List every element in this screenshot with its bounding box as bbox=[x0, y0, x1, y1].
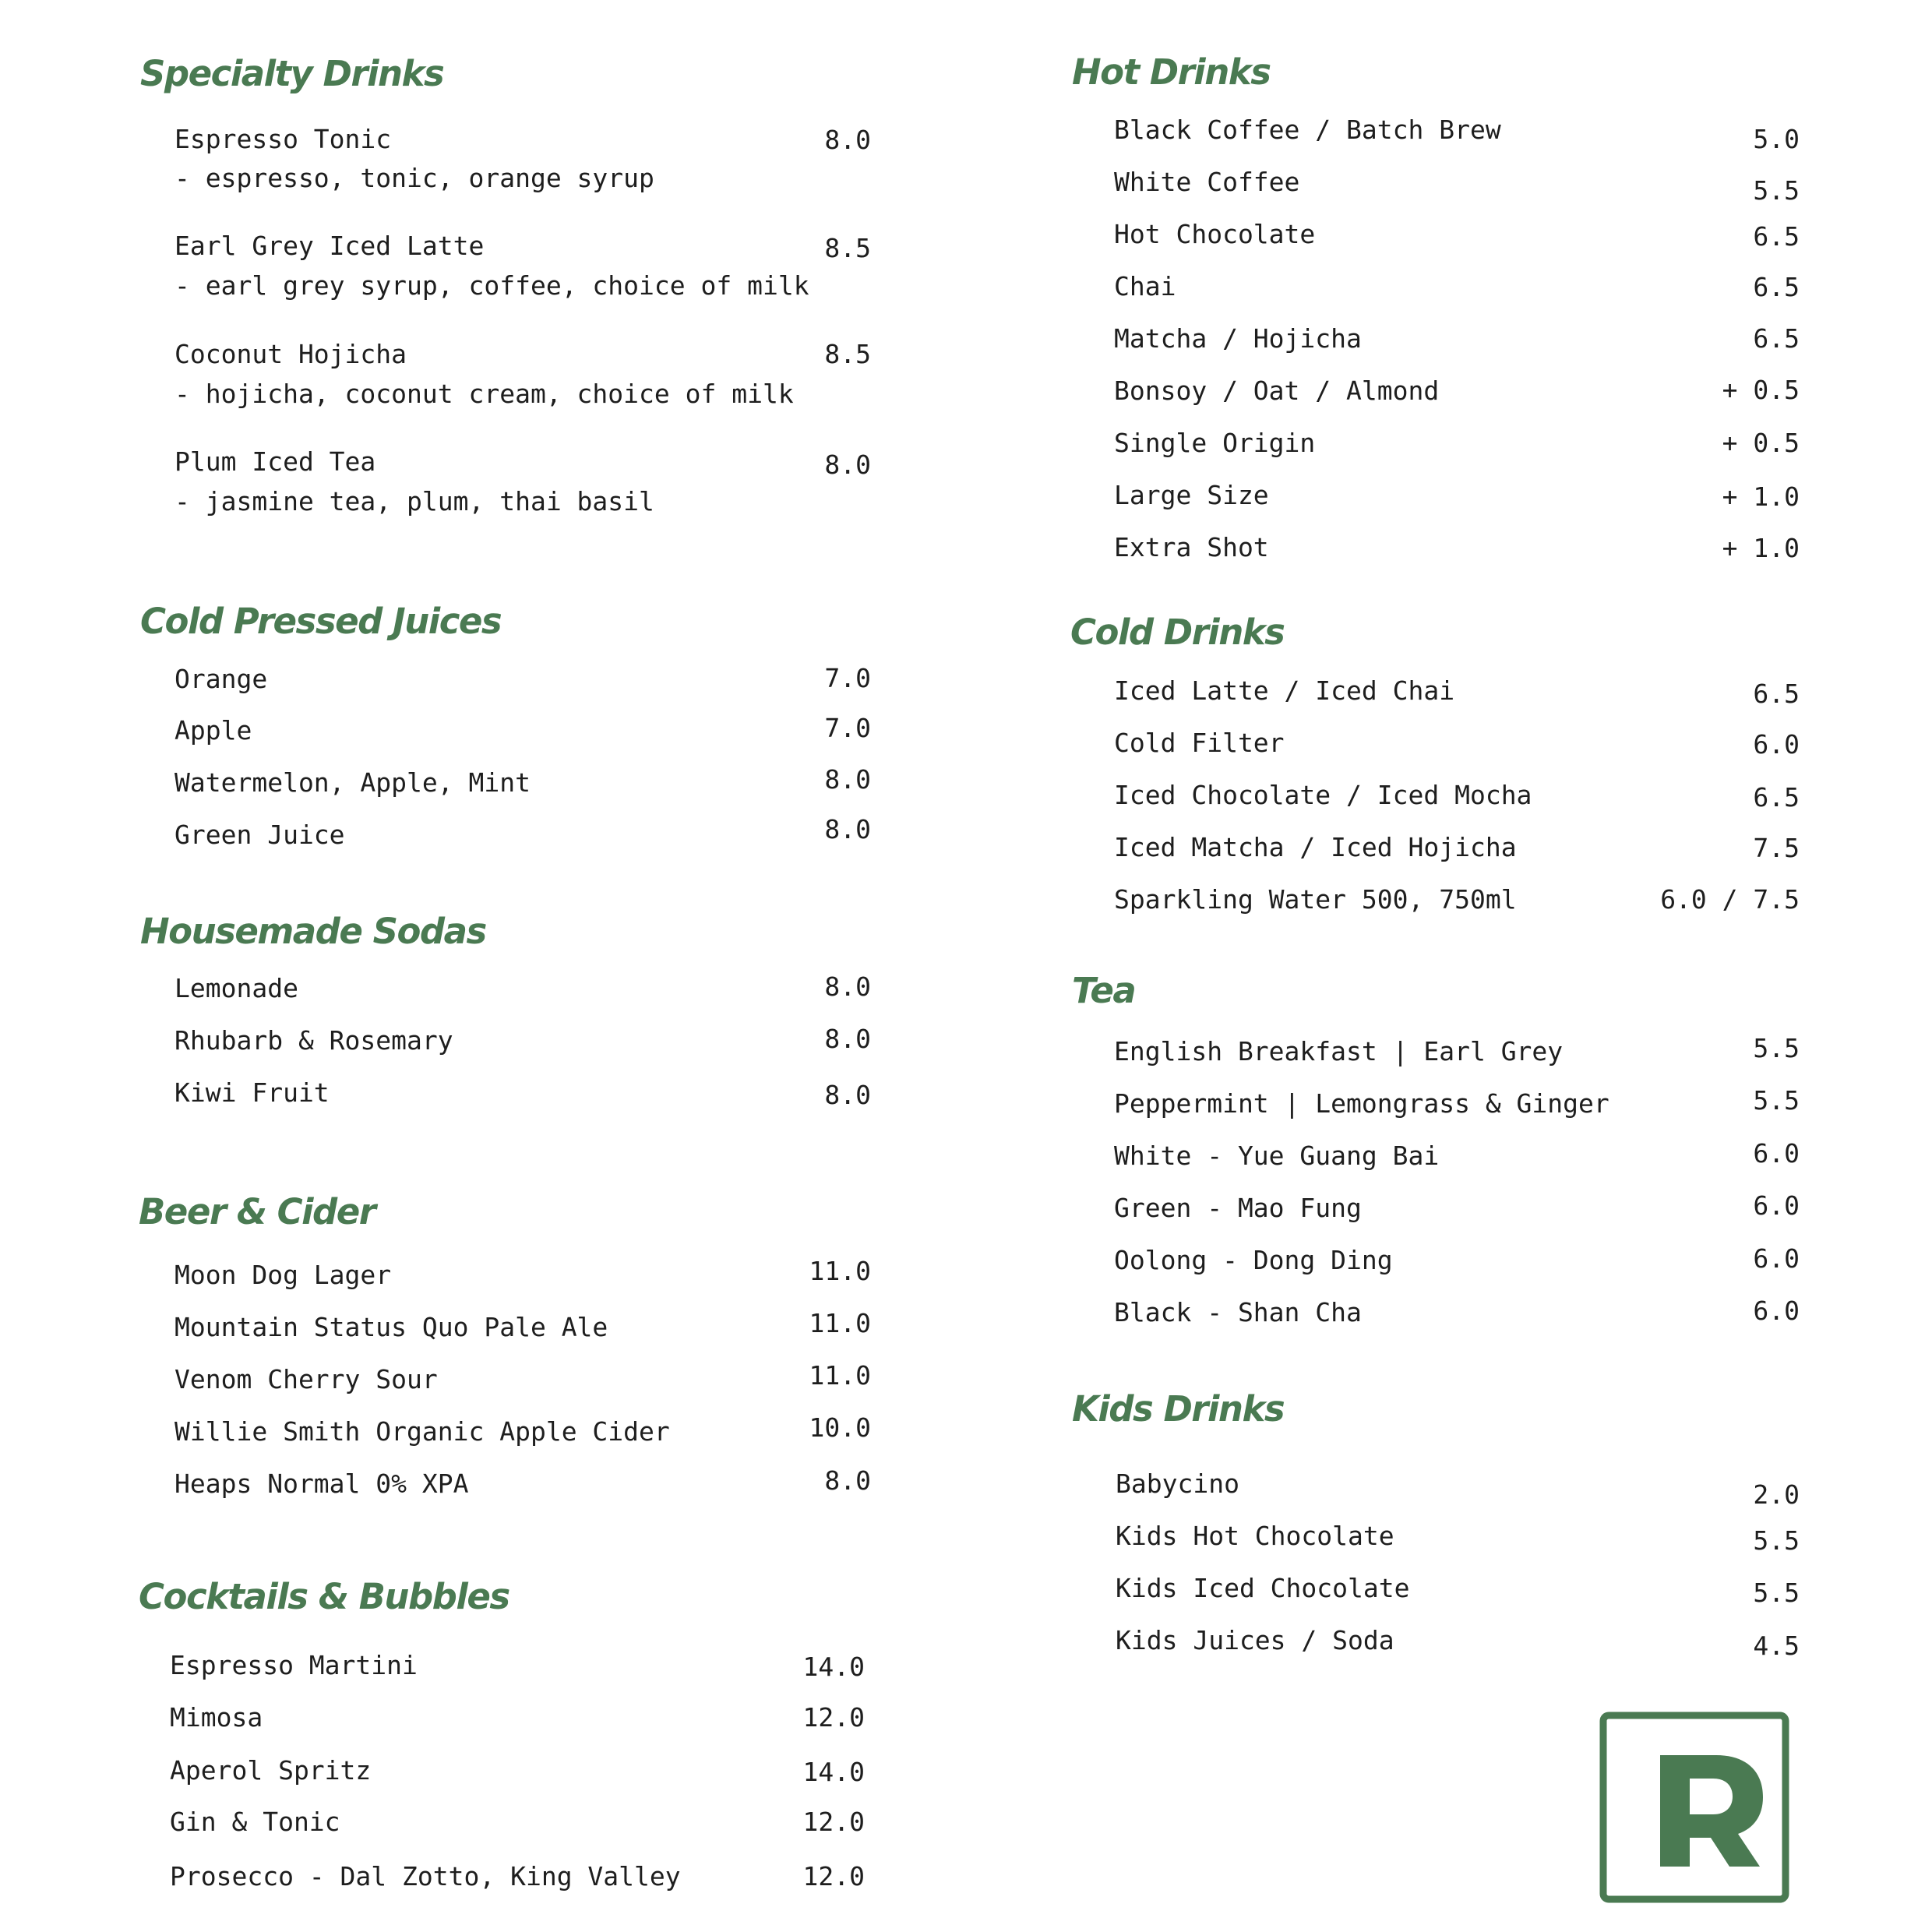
section-title: Cold Pressed Juices bbox=[140, 601, 502, 642]
item-price: 6.0 bbox=[1753, 1296, 1800, 1326]
item-description: - hojicha, coconut cream, choice of milk bbox=[175, 379, 794, 409]
item-price: + 0.5 bbox=[1722, 428, 1800, 458]
item-description: - earl grey syrup, coffee, choice of milk bbox=[175, 270, 809, 301]
item-name: Cold Filter bbox=[1114, 728, 1285, 758]
item-price: 5.5 bbox=[1753, 1578, 1800, 1608]
item-name: Kids Juices / Soda bbox=[1116, 1625, 1394, 1655]
item-name: Willie Smith Organic Apple Cider bbox=[175, 1416, 670, 1447]
section-title: Housemade Sodas bbox=[140, 911, 486, 952]
item-name: White Coffee bbox=[1114, 167, 1300, 197]
item-price: 6.0 bbox=[1753, 1190, 1800, 1221]
item-price: 8.0 bbox=[824, 1080, 871, 1110]
item-name: English Breakfast | Earl Grey bbox=[1114, 1036, 1564, 1066]
item-price: 6.0 bbox=[1753, 729, 1800, 760]
item-name: Peppermint | Lemongrass & Ginger bbox=[1114, 1088, 1609, 1119]
item-price: 8.5 bbox=[824, 233, 871, 263]
section-title: Hot Drinks bbox=[1072, 51, 1271, 93]
item-price: 8.0 bbox=[824, 450, 871, 480]
section-title: Tea bbox=[1072, 970, 1136, 1011]
item-price: 14.0 bbox=[802, 1652, 865, 1682]
item-price: 8.5 bbox=[824, 339, 871, 369]
item-price: 6.0 bbox=[1753, 1138, 1800, 1169]
item-name: Apple bbox=[175, 715, 252, 746]
item-name: Hot Chocolate bbox=[1114, 219, 1316, 249]
item-price: 12.0 bbox=[802, 1702, 865, 1733]
item-price: 6.0 bbox=[1753, 1243, 1800, 1274]
item-description: - espresso, tonic, orange syrup bbox=[175, 163, 654, 193]
item-name: Green - Mao Fung bbox=[1114, 1193, 1362, 1223]
item-price: 5.5 bbox=[1753, 1033, 1800, 1063]
item-name: Coconut Hojicha bbox=[175, 339, 407, 369]
section-title: Cold Drinks bbox=[1070, 612, 1285, 653]
section-title: Beer & Cider bbox=[139, 1191, 375, 1232]
item-price: 6.5 bbox=[1753, 782, 1800, 813]
item-price: 12.0 bbox=[802, 1807, 865, 1837]
item-price: 2.0 bbox=[1753, 1479, 1800, 1510]
item-name: Heaps Normal 0% XPA bbox=[175, 1468, 469, 1499]
item-name: Iced Latte / Iced Chai bbox=[1114, 675, 1455, 706]
item-name: Watermelon, Apple, Mint bbox=[175, 767, 531, 798]
item-price: 4.5 bbox=[1753, 1631, 1800, 1661]
item-name: Green Juice bbox=[175, 820, 345, 850]
item-description: - jasmine tea, plum, thai basil bbox=[175, 486, 654, 516]
item-name: Earl Grey Iced Latte bbox=[175, 231, 485, 261]
item-price: 12.0 bbox=[802, 1861, 865, 1891]
item-price: 7.5 bbox=[1753, 833, 1800, 863]
section-title: Specialty Drinks bbox=[140, 53, 444, 94]
item-price: 5.5 bbox=[1753, 1525, 1800, 1556]
item-price: 11.0 bbox=[809, 1256, 871, 1286]
item-name: Venom Cherry Sour bbox=[175, 1364, 438, 1394]
item-price: 11.0 bbox=[809, 1308, 871, 1338]
item-price: 6.5 bbox=[1753, 679, 1800, 709]
item-name: Aperol Spritz bbox=[170, 1755, 372, 1786]
item-name: Single Origin bbox=[1114, 428, 1316, 458]
item-price: 6.5 bbox=[1753, 221, 1800, 252]
item-price: 7.0 bbox=[824, 713, 871, 743]
item-name: Sparkling Water 500, 750ml bbox=[1114, 884, 1517, 915]
item-name: Espresso Martini bbox=[170, 1650, 418, 1680]
item-name: Oolong - Dong Ding bbox=[1114, 1245, 1393, 1275]
item-name: Moon Dog Lager bbox=[175, 1260, 392, 1290]
item-name: Extra Shot bbox=[1114, 532, 1269, 562]
item-price: 8.0 bbox=[824, 764, 871, 795]
item-price: 6.0 / 7.5 bbox=[1660, 884, 1800, 915]
item-name: Bonsoy / Oat / Almond bbox=[1114, 375, 1440, 406]
item-name: Espresso Tonic bbox=[175, 124, 392, 154]
item-name: Rhubarb & Rosemary bbox=[175, 1025, 453, 1056]
item-price: 6.5 bbox=[1753, 323, 1800, 354]
item-name: Kids Hot Chocolate bbox=[1116, 1521, 1394, 1551]
item-name: Prosecco - Dal Zotto, King Valley bbox=[170, 1861, 681, 1891]
item-name: Babycino bbox=[1116, 1468, 1239, 1499]
brand-logo-icon bbox=[1599, 1712, 1789, 1903]
item-price: 5.0 bbox=[1753, 124, 1800, 154]
item-name: Orange bbox=[175, 664, 268, 694]
item-name: Kiwi Fruit bbox=[175, 1077, 330, 1108]
item-name: White - Yue Guang Bai bbox=[1114, 1141, 1440, 1171]
item-price: 7.0 bbox=[824, 663, 871, 693]
item-price: 5.5 bbox=[1753, 1085, 1800, 1116]
item-price: 14.0 bbox=[802, 1757, 865, 1787]
item-name: Large Size bbox=[1114, 480, 1269, 510]
item-name: Matcha / Hojicha bbox=[1114, 323, 1362, 354]
item-price: 8.0 bbox=[824, 971, 871, 1002]
item-price: 8.0 bbox=[824, 1024, 871, 1054]
item-price: 8.0 bbox=[824, 1465, 871, 1496]
item-price: + 0.5 bbox=[1722, 375, 1800, 405]
item-name: Black Coffee / Batch Brew bbox=[1114, 115, 1501, 145]
item-price: 10.0 bbox=[809, 1412, 871, 1443]
item-name: Mimosa bbox=[170, 1702, 263, 1733]
section-title: Kids Drinks bbox=[1072, 1388, 1285, 1430]
item-name: Mountain Status Quo Pale Ale bbox=[175, 1312, 608, 1342]
item-name: Black - Shan Cha bbox=[1114, 1297, 1362, 1327]
item-price: 6.5 bbox=[1753, 272, 1800, 302]
item-price: 8.0 bbox=[824, 814, 871, 844]
item-price: + 1.0 bbox=[1722, 533, 1800, 563]
item-price: + 1.0 bbox=[1722, 481, 1800, 512]
item-name: Iced Matcha / Iced Hojicha bbox=[1114, 832, 1517, 862]
item-name: Kids Iced Chocolate bbox=[1116, 1573, 1410, 1603]
item-name: Gin & Tonic bbox=[170, 1807, 340, 1837]
item-name: Plum Iced Tea bbox=[175, 446, 376, 477]
item-price: 5.5 bbox=[1753, 175, 1800, 206]
item-name: Lemonade bbox=[175, 973, 298, 1003]
item-price: 8.0 bbox=[824, 125, 871, 155]
item-name: Chai bbox=[1114, 271, 1176, 301]
section-title: Cocktails & Bubbles bbox=[139, 1576, 509, 1617]
item-name: Iced Chocolate / Iced Mocha bbox=[1114, 780, 1532, 810]
item-price: 11.0 bbox=[809, 1360, 871, 1391]
